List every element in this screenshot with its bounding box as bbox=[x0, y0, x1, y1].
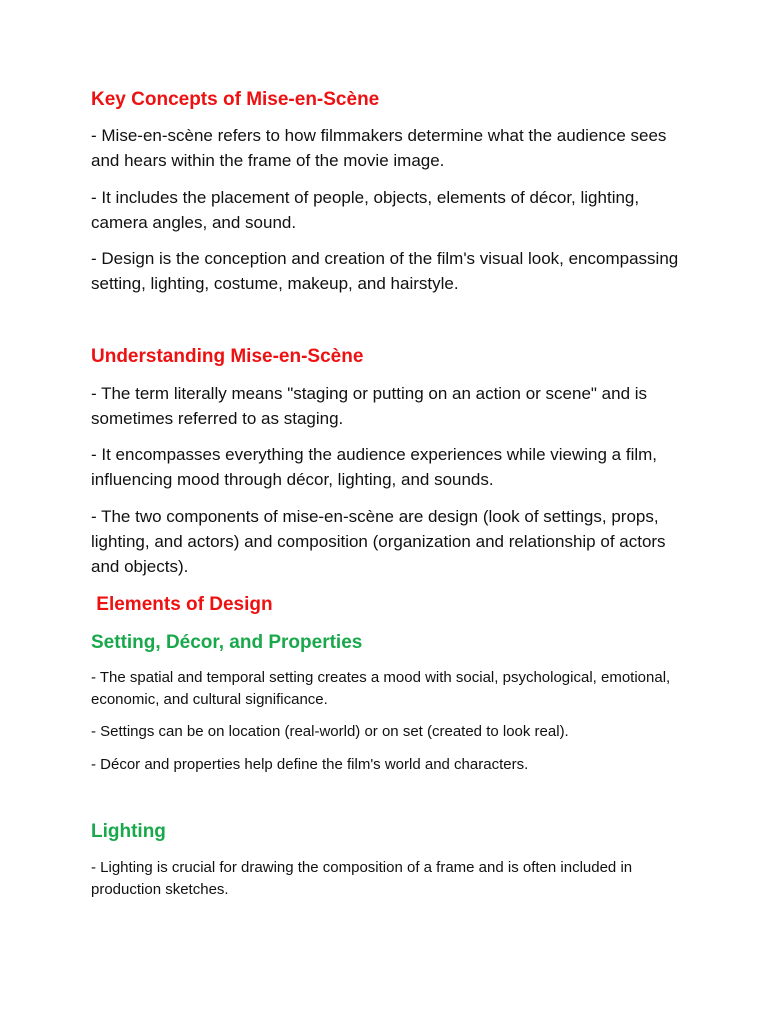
heading-lighting: Lighting bbox=[91, 821, 166, 842]
paragraph-setting-3: - Décor and properties help define the film's world and characters. bbox=[91, 756, 529, 773]
heading-setting: Setting, Décor, and Properties bbox=[91, 632, 363, 653]
paragraph-setting-2: - Settings can be on location (real-world) or on set (created to look real). bbox=[91, 723, 569, 740]
heading-key-concepts: Key Concepts of Mise-en-Scène bbox=[91, 89, 380, 110]
heading-elements-of-design: Elements of Design bbox=[91, 594, 273, 615]
paragraph-lighting-1: - Lighting is crucial for drawing the composition of a frame and is often included in production sketches. bbox=[91, 859, 633, 898]
paragraph-understanding-2: - It encompasses everything the audience experiences while viewing a film, influencing mood through décor, lighting, and sounds. bbox=[91, 445, 658, 489]
paragraph-key-concepts-2: - It includes the placement of people, objects, elements of décor, lighting, camera angles, and sound. bbox=[91, 188, 640, 232]
paragraph-setting-1: - The spatial and temporal setting creates a mood with social, psychological, emotional, economic, and cultural significance. bbox=[91, 669, 671, 708]
paragraph-key-concepts-3: - Design is the conception and creation of the film's visual look, encompassing setting, lighting, costume, makeup, and hairstyle. bbox=[91, 249, 679, 293]
paragraph-key-concepts-1: - Mise-en-scène refers to how filmmakers determine what the audience sees and hears within the frame of the movie image. bbox=[91, 126, 667, 170]
paragraph-understanding-3: - The two components of mise-en-scène are design (look of settings, props, lighting, and actors) and composition (organization and relationship of actors and objects). bbox=[91, 507, 666, 576]
paragraph-understanding-1: - The term literally means "staging or putting on an action or scene" and is sometimes referred to as staging. bbox=[91, 384, 648, 428]
heading-understanding: Understanding Mise-en-Scène bbox=[91, 346, 364, 367]
